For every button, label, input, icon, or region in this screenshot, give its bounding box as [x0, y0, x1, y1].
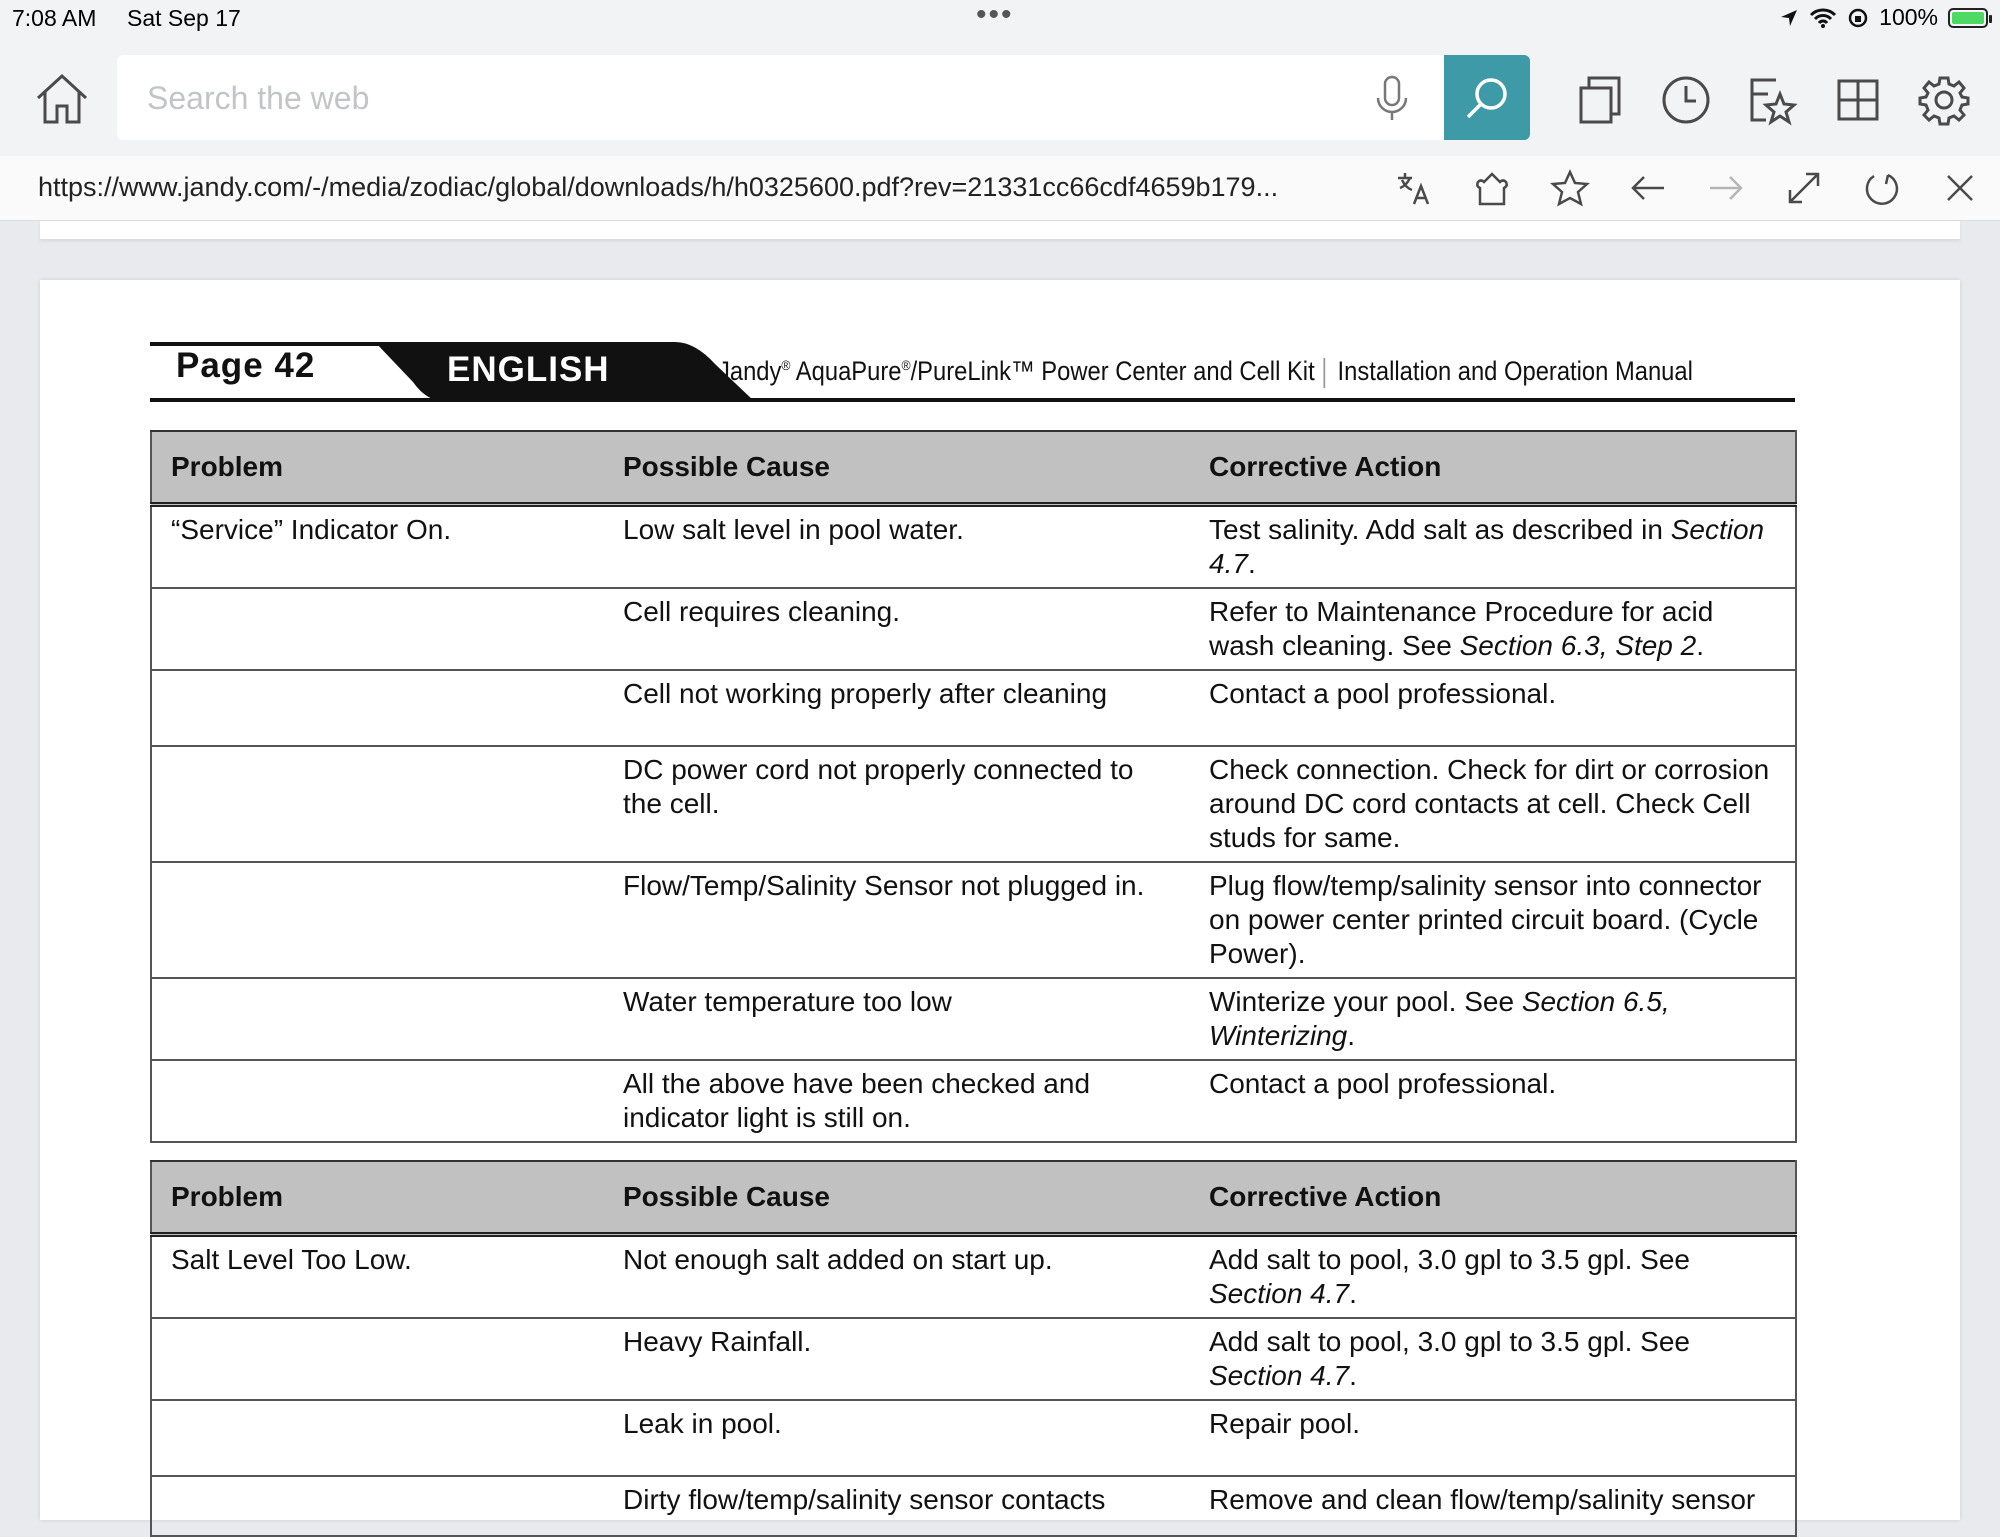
location-icon	[1779, 8, 1799, 28]
page-number: Page 42	[176, 346, 316, 385]
title-reg-mark: ®	[781, 357, 791, 373]
title-manual: Installation and Operation Manual	[1337, 356, 1693, 386]
cause-cell: Not enough salt added on start up.	[604, 1235, 1190, 1319]
title-product: AquaPure	[790, 356, 902, 386]
table-row	[151, 1235, 1796, 1319]
header-problem: Problem	[151, 1161, 604, 1235]
problem-cell: “Service” Indicator On.	[151, 505, 604, 589]
search-button[interactable]	[1444, 55, 1530, 140]
orientation-lock-icon	[1847, 7, 1869, 29]
header-possible-cause: Possible Cause	[604, 431, 1190, 505]
battery-fill	[1952, 12, 1984, 24]
header-possible-cause: Possible Cause	[604, 1161, 1190, 1235]
table-row	[151, 746, 1796, 862]
action-text: Remove and clean flow/temp/salinity sensor	[1209, 1484, 1756, 1515]
search-icon	[1462, 73, 1512, 123]
action-text: Contact a pool professional.	[1209, 1068, 1557, 1099]
action-text: Check connection. Check for dirt or corrosion around DC cord contacts at cell. Check Cell studs for same.	[1209, 754, 1770, 853]
action-cell	[1190, 746, 1796, 862]
table-row	[151, 1318, 1796, 1400]
action-text: Winterize your pool. See	[1209, 986, 1522, 1017]
table-header-row	[151, 431, 1796, 505]
action-cell	[1190, 1235, 1796, 1319]
reload-icon[interactable]	[1860, 166, 1904, 210]
problem-cell	[151, 1400, 604, 1476]
home-icon[interactable]	[28, 64, 96, 132]
action-cell	[1190, 1400, 1796, 1476]
search-box[interactable]	[117, 55, 1444, 140]
problem-cell	[151, 862, 604, 978]
table-row	[151, 1476, 1796, 1536]
table-row	[151, 978, 1796, 1060]
action-section-reference: Section 4.7	[1209, 1278, 1350, 1309]
browser-toolbar	[0, 40, 2000, 156]
fullscreen-icon[interactable]	[1782, 166, 1826, 210]
cause-cell: All the above have been checked and indicator light is still on.	[604, 1060, 1190, 1142]
status-time: 7:08 AM	[12, 5, 97, 31]
previous-pdf-page	[40, 221, 1960, 239]
action-text: Add salt to pool, 3.0 gpl to 3.5 gpl. See	[1209, 1326, 1691, 1357]
translate-icon[interactable]	[1392, 166, 1436, 210]
action-cell	[1190, 862, 1796, 978]
action-text-tail: .	[1696, 630, 1704, 661]
close-icon[interactable]	[1938, 166, 1982, 210]
language-label: ENGLISH	[447, 350, 610, 389]
action-section-reference: Section 6.5, Winterizing	[1209, 986, 1670, 1051]
action-cell	[1190, 588, 1796, 670]
action-text: Refer to Maintenance Procedure for acid wash cleaning. See	[1209, 596, 1714, 661]
action-text-tail: .	[1349, 1278, 1357, 1309]
problem-cell	[151, 978, 604, 1060]
history-icon[interactable]	[1656, 70, 1716, 130]
cause-cell: DC power cord not properly connected to the cell.	[604, 746, 1190, 862]
action-section-reference: Section 4.7	[1209, 514, 1765, 579]
action-text: Add salt to pool, 3.0 gpl to 3.5 gpl. See	[1209, 1244, 1691, 1275]
problem-cell	[151, 1476, 604, 1536]
battery-icon	[1948, 8, 1988, 28]
action-section-reference: Section 4.7	[1209, 1360, 1350, 1391]
title-reg-mark: ®	[901, 357, 911, 373]
cause-cell: Leak in pool.	[604, 1400, 1190, 1476]
action-cell	[1190, 978, 1796, 1060]
table-row	[151, 670, 1796, 746]
title-separator	[1323, 358, 1325, 388]
title-brand: Jandy	[718, 356, 782, 386]
troubleshooting-table-salt	[150, 1160, 1797, 1537]
problem-cell: Salt Level Too Low.	[151, 1235, 604, 1319]
url-bar	[0, 156, 2000, 221]
header-problem: Problem	[151, 431, 604, 505]
cause-cell: Cell requires cleaning.	[604, 588, 1190, 670]
header-corrective-action: Corrective Action	[1190, 431, 1796, 505]
grid-icon[interactable]	[1828, 70, 1888, 130]
cause-cell: Heavy Rainfall.	[604, 1318, 1190, 1400]
action-cell	[1190, 505, 1796, 589]
table-header-row	[151, 1161, 1796, 1235]
status-bar	[0, 0, 2000, 40]
table-row	[151, 1400, 1796, 1476]
wifi-icon	[1809, 7, 1837, 29]
microphone-icon[interactable]	[1367, 73, 1417, 123]
forward-icon[interactable]	[1704, 166, 1748, 210]
status-date: Sat Sep 17	[127, 5, 241, 31]
cause-cell: Water temperature too low	[604, 978, 1190, 1060]
action-cell	[1190, 1476, 1796, 1536]
back-icon[interactable]	[1626, 166, 1670, 210]
action-text-tail: .	[1349, 1360, 1357, 1391]
battery-percent: 100%	[1879, 4, 1938, 30]
problem-cell	[151, 670, 604, 746]
cause-cell: Dirty flow/temp/salinity sensor contacts	[604, 1476, 1190, 1536]
tabs-icon[interactable]	[1570, 70, 1630, 130]
problem-cell	[151, 1318, 604, 1400]
star-icon[interactable]	[1548, 166, 1592, 210]
pdf-page	[40, 280, 1960, 1520]
title-product-rest: /PureLink™ Power Center and Cell Kit	[910, 356, 1315, 386]
table-row	[151, 588, 1796, 670]
table-row	[151, 1060, 1796, 1142]
problem-cell	[151, 746, 604, 862]
cause-cell: Cell not working properly after cleaning	[604, 670, 1190, 746]
extension-icon[interactable]	[1470, 166, 1514, 210]
url-text[interactable]: https://www.jandy.com/-/media/zodiac/global/downloads/h/h0325600.pdf?rev=21331cc66cdf4659b179...	[38, 172, 1279, 202]
cause-cell: Low salt level in pool water.	[604, 505, 1190, 589]
gear-icon[interactable]	[1914, 70, 1974, 130]
action-text: Repair pool.	[1209, 1408, 1360, 1439]
header-rule	[150, 398, 1795, 402]
troubleshooting-table-service	[150, 430, 1797, 1143]
document-title	[718, 356, 1693, 388]
table-row	[151, 505, 1796, 589]
problem-cell	[151, 588, 604, 670]
action-text-tail: .	[1247, 548, 1256, 579]
header-corrective-action: Corrective Action	[1190, 1161, 1796, 1235]
multitasking-dots-icon[interactable]: •••	[976, 0, 1014, 31]
favorites-icon[interactable]	[1742, 70, 1802, 130]
action-text: Test salinity. Add salt as described in	[1209, 514, 1671, 545]
table-row	[151, 862, 1796, 978]
action-cell	[1190, 1060, 1796, 1142]
status-indicators	[1779, 4, 1988, 31]
action-cell	[1190, 670, 1796, 746]
problem-cell	[151, 1060, 604, 1142]
action-section-reference: Section 6.3, Step 2	[1459, 630, 1697, 661]
action-text: Plug flow/temp/salinity sensor into connector on power center printed circuit board. (Cycle Power).	[1209, 870, 1762, 969]
cause-cell: Flow/Temp/Salinity Sensor not plugged in.	[604, 862, 1190, 978]
action-text-tail: .	[1347, 1020, 1356, 1051]
pdf-page-header	[150, 342, 1795, 402]
action-cell	[1190, 1318, 1796, 1400]
search-input[interactable]	[145, 55, 1349, 142]
action-text: Contact a pool professional.	[1209, 678, 1557, 709]
